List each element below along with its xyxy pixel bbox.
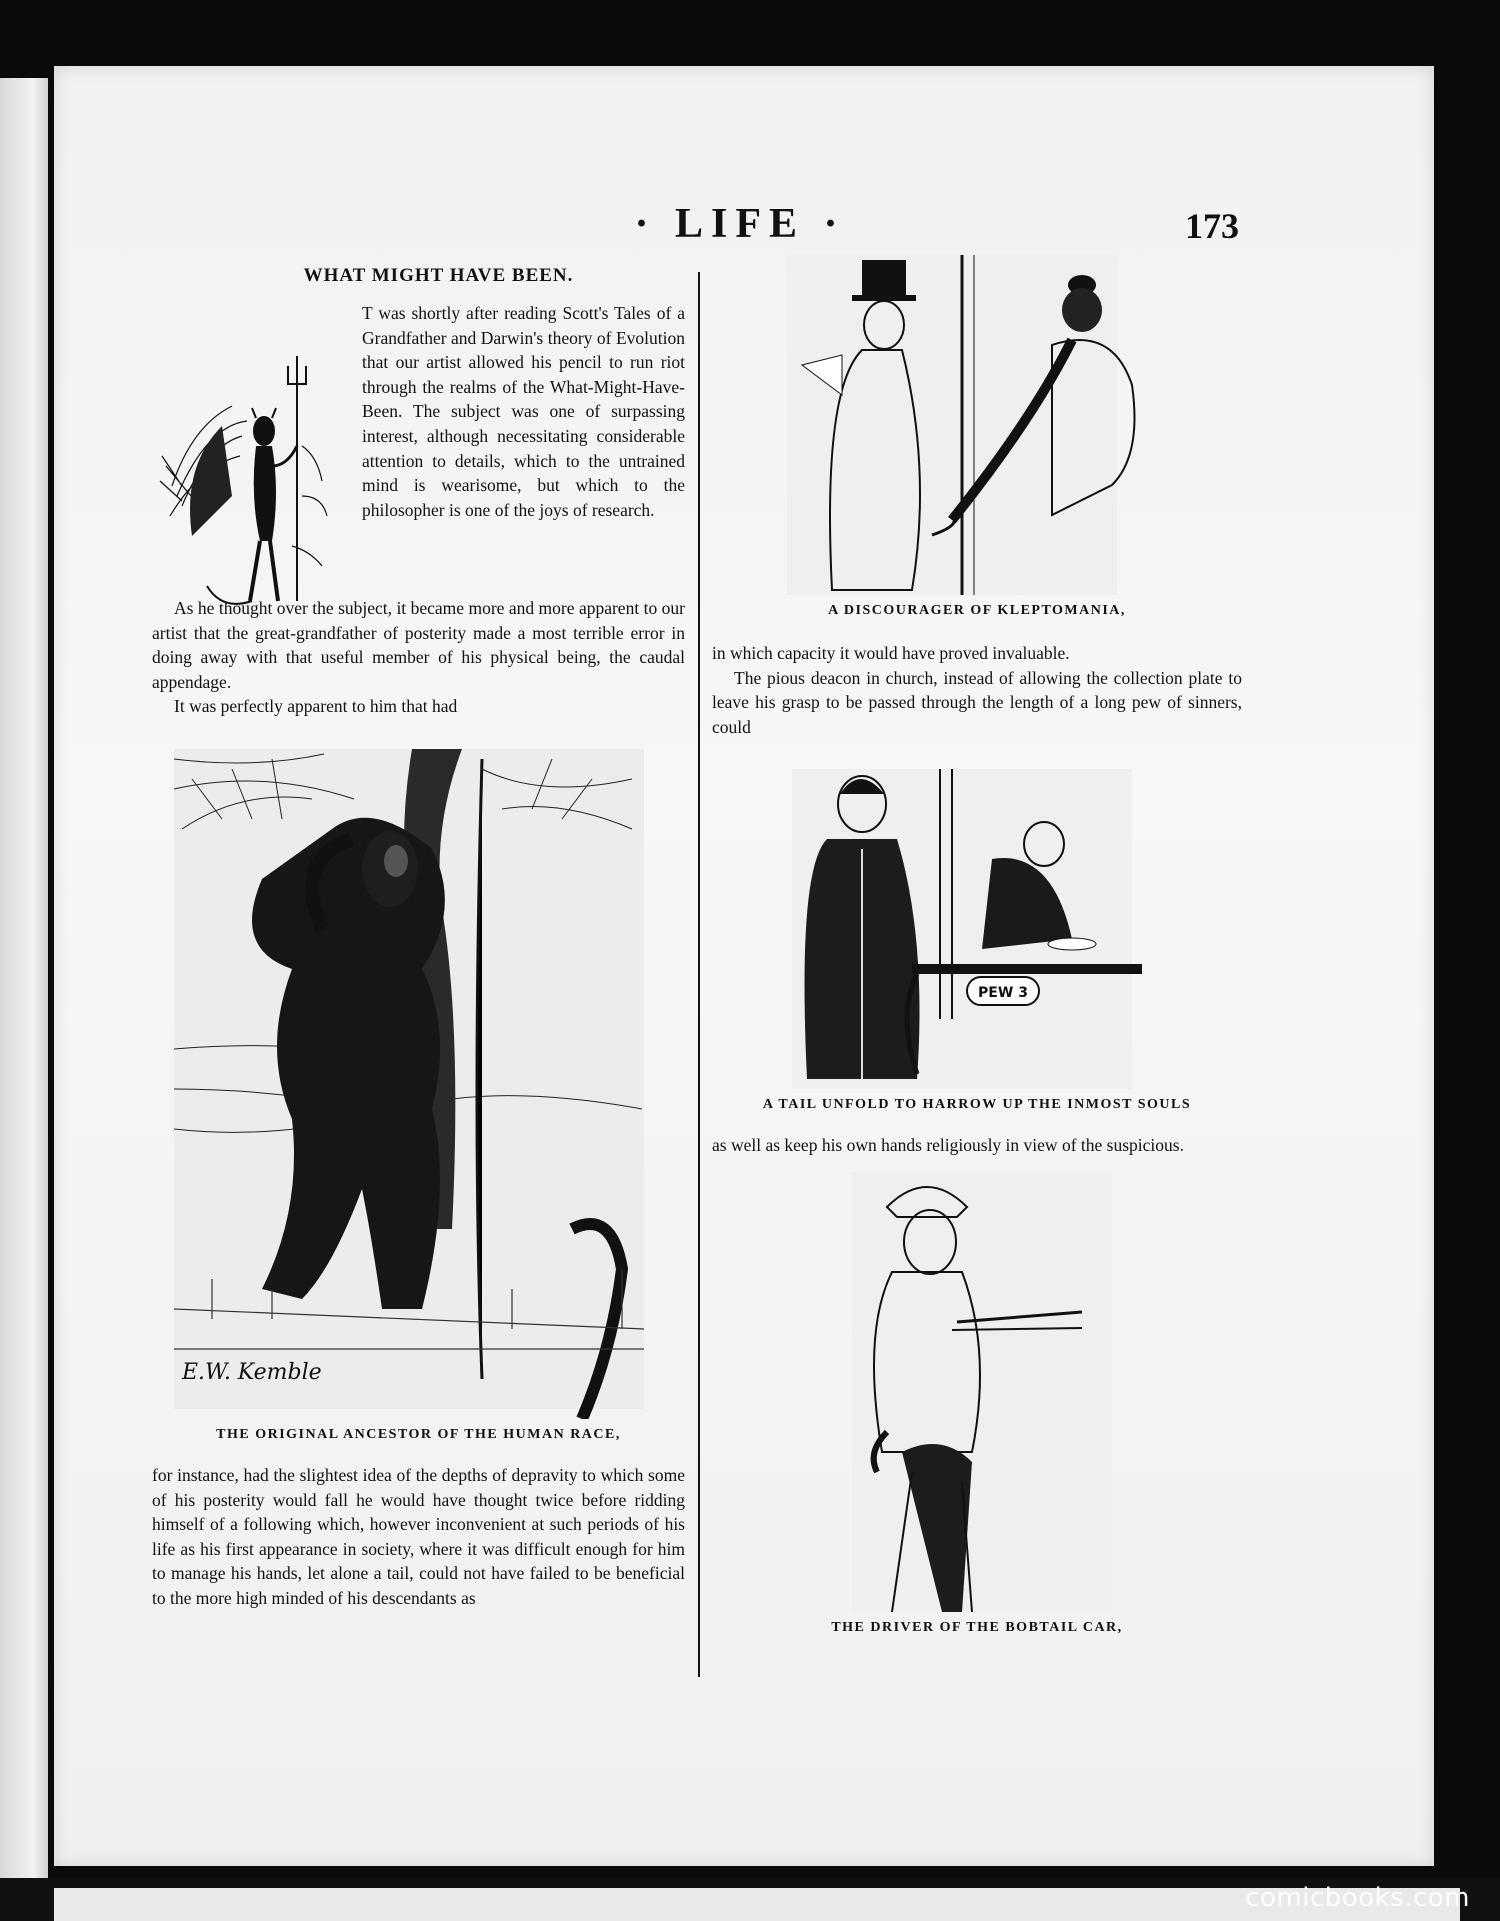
kleptomania-caption: A DISCOURAGER OF KLEPTOMANIA, [828,603,1126,618]
paragraph-5: in which capacity it would have proved invaluable. [712,643,1070,663]
paragraph-4: for instance, had the slightest idea of the depths of depravity to which some of his posterity would fall he would have thought twice before ridding himself of a following which, however inconvenient at such periods of his life as his first appearance in society, where it was difficult enough for him to manage his hands, let alone a tail, could not have failed to be beneficial to the more high minded of his descendants as [152,1464,685,1608]
article-title: WHAT MIGHT HAVE BEEN. [303,265,574,286]
intro-block [152,301,685,596]
artist-signature: E.W. Kemble [182,1359,322,1385]
paragraph-6: The pious deacon in church, instead of allowing the collection plate to leave his grasp to be passed through the length of a long pew of sinners, could [712,667,1242,737]
right-column [712,255,1242,1636]
devil-illustration [152,346,352,626]
ancestor-illustration [152,749,652,1419]
pew-label: PEW 3 [978,985,1028,1002]
intro-paragraph: T was shortly after reading Scott's Tales of a Grandfather and Darwin's theory of Evolution that our artist allowed his pencil to run riot through the realms of the What-Might-Have-Been. The subject was one of surpassing interest, although necessitating considerable attention to details, which to the untrained mind is wearisome, but which to the philosopher is one of the joys of research. [362,303,685,520]
paragraph-2: As he thought over the subject, it became more and more apparent to our artist that the great-grandfather of posterity made a most terrible error in doing away with that useful member of his physical being, the caudal appendage. [152,598,685,692]
paragraph-7: as well as keep his own hands religiously in view of the suspicious. [712,1135,1184,1156]
left-column [152,265,685,1611]
bobtail-illustration [712,1172,1242,1612]
previous-page-edge [0,78,48,1890]
kleptomania-illustration [712,255,1242,595]
bobtail-caption: THE DRIVER OF THE BOBTAIL CAR, [831,1619,1123,1635]
page-number: 173 [1185,206,1239,246]
paragraph-3: It was perfectly apparent to him that had [174,696,458,717]
devil-drawing [152,346,352,626]
ancestor-caption: THE ORIGINAL ANCESTOR OF THE HUMAN RACE, [216,1426,621,1442]
deacon-illustration [712,759,1242,1089]
magazine-masthead: · LIFE · [634,201,846,247]
column-divider [698,272,700,1677]
watermark: comicbooks.com [1245,1883,1470,1913]
deacon-caption: A TAIL UNFOLD TO HARROW UP THE INMOST SOULS [762,1097,1192,1113]
